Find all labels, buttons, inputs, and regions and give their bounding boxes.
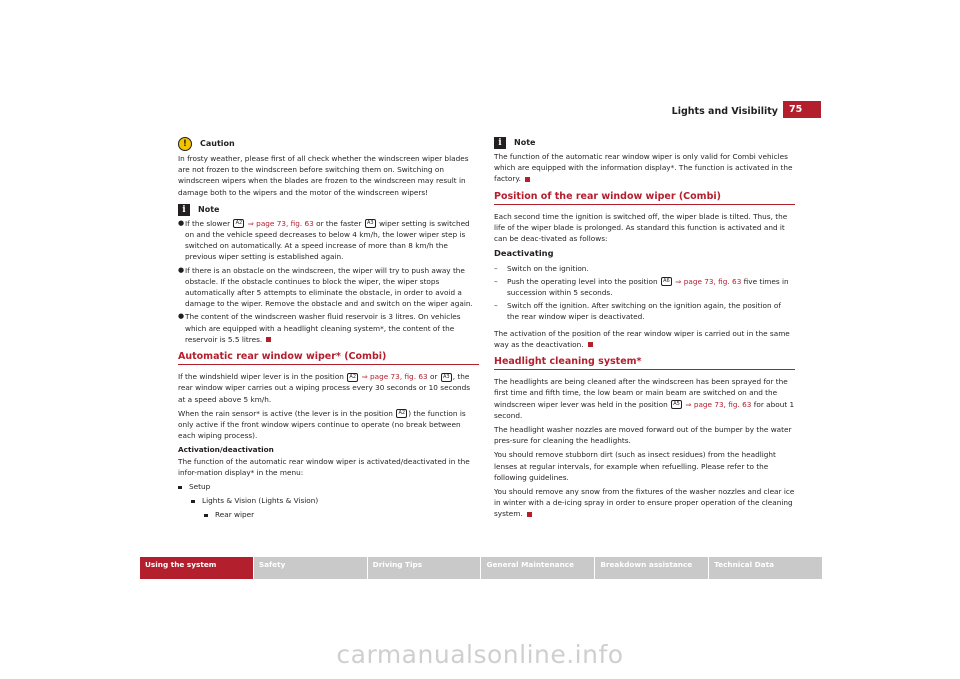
position-marker: A3 xyxy=(441,373,452,382)
page-reference-link[interactable]: ⇒ page 73, fig. 63 xyxy=(247,218,314,228)
position-marker: A2 xyxy=(347,373,358,382)
paragraph: The headlight washer nozzles are moved forward out of the bumper by the water pres-sure for cleaning the headlights. xyxy=(494,425,792,446)
position-marker: A2 xyxy=(396,409,407,418)
step-item: – Switch on the ignition. xyxy=(494,263,589,273)
section-end-marker xyxy=(527,512,532,517)
tab-safety[interactable]: Safety xyxy=(253,557,367,579)
left-column xyxy=(178,137,479,524)
page-reference-link[interactable]: ⇒ page 73, fig. 63 xyxy=(361,372,428,382)
subheading-deactivating: Deactivating xyxy=(494,248,554,259)
note-bullet: ● If the slower A2 ⇒ page 73, fig. 63 or the faster A3 wiper setting is switched on and the vehicle speed decreases to below 4 km/h, the lower wiper step is switched on automatically. At a speed increase of more than 8 km/h the previous wiper setting is established again. xyxy=(178,218,470,262)
tab-driving-tips[interactable]: Driving Tips xyxy=(367,557,481,579)
position-marker: A2 xyxy=(233,219,244,228)
tab-technical-data[interactable]: Technical Data xyxy=(708,557,822,579)
step-item: – Push the operating level into the position A6 ⇒ page 73, fig. 63 five times in succession within 5 seconds. xyxy=(494,276,789,298)
tab-breakdown-assistance[interactable]: Breakdown assistance xyxy=(594,557,708,579)
tab-using-the-system[interactable]: Using the system xyxy=(140,557,253,579)
page-reference-link[interactable]: ⇒ page 73, fig. 63 xyxy=(675,276,742,286)
note-text: The function of the automatic rear window wiper is only valid for Combi vehicles which are equipped with the information display*. The function is activated in the factory. xyxy=(494,152,793,184)
section-title-position: Position of the rear window wiper (Combi) xyxy=(494,191,795,205)
section-title-headlight: Headlight cleaning system* xyxy=(494,356,795,370)
caution-text: In frosty weather, please first of all check whether the windscreen wiper blades are not frozen to the windscreen before switching them on. Switching on windscreen wipers when the blades are frozen to the windscreen may result in damage both to the wipers and the motor of the windscreen wipers! xyxy=(178,154,469,197)
note-heading: i Note xyxy=(494,137,795,149)
tab-general-maintenance[interactable]: General Maintenance xyxy=(480,557,594,579)
caution-icon: ! xyxy=(178,137,192,151)
paragraph: You should remove any snow from the fixtures of the washer nozzles and clear ice in winter with a de-icing spray in order to ensure proper operation of the cleaning system. xyxy=(494,487,795,519)
section-end-marker xyxy=(588,342,593,347)
chapter-navigation xyxy=(140,557,822,579)
paragraph: The function of the automatic rear window wiper is activated/deactivated in the infor-mation display* in the menu: xyxy=(178,456,470,477)
menu-path-item: Lights & Vision (Lights & Vision) xyxy=(191,495,479,506)
note-bullet: ● The content of the windscreen washer fluid reservoir is 3 litres. On vehicles which are equipped with a headlight cleaning system*, the content of the reservoir is 5.5 litres. xyxy=(178,312,461,344)
chapter-title: Lights and Visibility xyxy=(671,106,778,117)
page-reference-link[interactable]: ⇒ page 73, fig. 63 xyxy=(685,399,752,409)
page-number: 75 xyxy=(783,101,821,118)
section-end-marker xyxy=(525,177,530,182)
step-item: – Switch off the ignition. After switching on the ignition again, the position of the rear window wiper is deactivated. xyxy=(494,301,781,322)
menu-path-item: Setup xyxy=(178,481,479,492)
position-marker: A5 xyxy=(671,400,682,409)
paragraph: If the windshield wiper lever is in the position A2 ⇒ page 73, fig. 63 or A3 , the rear window wiper carries out a wiping process every 30 seconds or 10 seconds at a speed above 5 km/h. xyxy=(178,372,471,404)
activation-heading: Activation/deactivation xyxy=(178,445,274,455)
bullet-icon: ● xyxy=(178,265,185,274)
note-bullet: ● If there is an obstacle on the windscreen, the wiper will try to push away the obstacle. If the obstacle continues to block the wiper, the wiper stops automatically after 5 attempts to eliminate the obstacle, in order to avoid a damage to the wiper. Remove the obstacle and and switch on the wiper again. xyxy=(178,265,473,309)
square-bullet-icon xyxy=(178,486,182,490)
watermark: carmanualsonline.info xyxy=(336,640,624,669)
paragraph: The activation of the position of the rear window wiper is carried out in the same way as the deactivation. xyxy=(494,328,790,349)
bullet-icon: ● xyxy=(178,312,185,321)
square-bullet-icon xyxy=(204,514,208,518)
right-column xyxy=(494,137,795,523)
bullet-icon: ● xyxy=(178,218,185,227)
paragraph: Each second time the ignition is switched off, the wiper blade is tilted. Thus, the life of the wiper blade is prolonged. As standard this function is activated and it can be deac-tivated as follows: xyxy=(494,211,788,244)
menu-path-item: Rear wiper xyxy=(204,509,479,520)
section-end-marker xyxy=(266,337,271,342)
paragraph: When the rain sensor* is active (the lever is in the position A2 ) the function is only active if the front window wipers continue to operate (no break between each wiping process). xyxy=(178,408,466,441)
section-title-auto-wiper: Automatic rear window wiper* (Combi) xyxy=(178,351,479,365)
position-marker: A6 xyxy=(661,277,672,286)
square-bullet-icon xyxy=(191,500,195,504)
paragraph: You should remove stubborn dirt (such as insect residues) from the headlight lenses at regular intervals, for example when refuelling. Please refer to the following guidelines. xyxy=(494,450,776,482)
caution-heading: ! Caution xyxy=(178,137,479,151)
note-icon: i xyxy=(178,204,190,216)
paragraph: The headlights are being cleaned after the windscreen has been sprayed for the first time and fifth time, the low beam or main beam are switched on and the windscreen wiper lever was held in the position A5 ⇒ page 73, fig. 63 for about 1 second. xyxy=(494,377,795,420)
note-heading: i Note xyxy=(178,204,479,216)
note-icon: i xyxy=(494,137,506,149)
position-marker: A3 xyxy=(365,219,376,228)
